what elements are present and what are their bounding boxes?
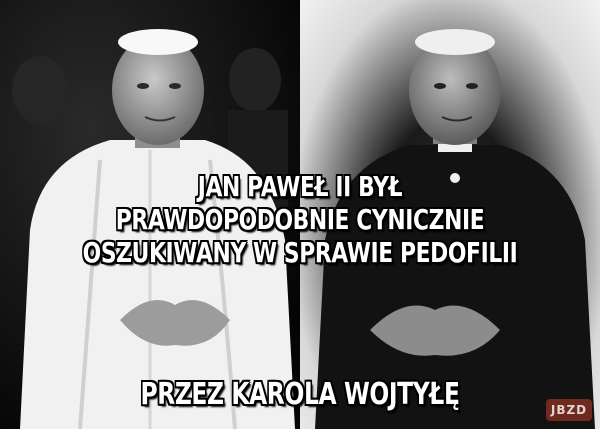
zucchetto xyxy=(415,29,495,55)
crowd-figure xyxy=(12,56,68,124)
caption-top xyxy=(66,170,534,269)
caption-bottom xyxy=(66,378,534,411)
eye xyxy=(466,83,478,89)
caption-line: PRZEZ KAROLA WOJTYŁĘ xyxy=(140,377,460,412)
white-zucchetto xyxy=(118,29,198,55)
jbzd-watermark: JBZD xyxy=(546,399,592,421)
eye xyxy=(169,83,181,89)
crowd-figure xyxy=(229,48,281,112)
caption-line: OSZUKIWANY W SPRAWIE PEDOFILII xyxy=(82,236,518,269)
caption-line: PRAWDOPODOBNIE CYNICZNIE xyxy=(115,203,485,236)
caption-line: JAN PAWEŁ II BYŁ xyxy=(197,170,403,203)
eye xyxy=(137,83,149,89)
eye xyxy=(434,83,446,89)
